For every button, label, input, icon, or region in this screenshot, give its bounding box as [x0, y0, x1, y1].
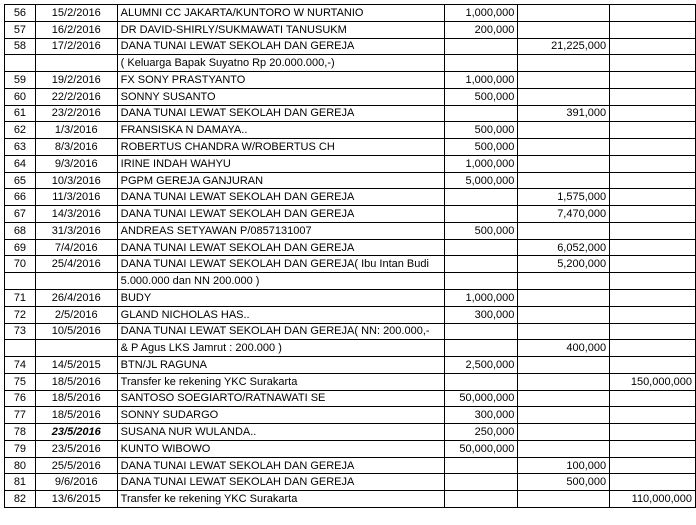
row-amount-donation: 200,000 [444, 21, 518, 38]
row-amount-donation [444, 373, 518, 390]
row-description: ( Keluarga Bapak Suyatno Rp 20.000.000,-) [117, 55, 444, 72]
row-date: 15/2/2016 [35, 5, 117, 22]
row-description: DANA TUNAI LEWAT SEKOLAH DAN GEREJA [117, 206, 444, 223]
row-amount-donation [444, 323, 518, 340]
table-row [5, 273, 696, 290]
row-amount-transfer [610, 189, 696, 206]
row-amount-transfer [610, 21, 696, 38]
row-amount-donation [444, 55, 518, 72]
row-description: DANA TUNAI LEWAT SEKOLAH DAN GEREJA( Ibu Intan Budi [117, 256, 444, 273]
row-amount-donation: 2,500,000 [444, 357, 518, 374]
row-number [5, 55, 36, 72]
table-row [5, 491, 696, 508]
row-description: ANDREAS SETYAWAN P/0857131007 [117, 222, 444, 239]
table-row [5, 189, 696, 206]
table-row [5, 290, 696, 307]
row-amount-donation: 500,000 [444, 222, 518, 239]
row-description: SONNY SUSANTO [117, 88, 444, 105]
row-amount-cash [518, 72, 610, 89]
row-amount-transfer: 110,000,000 [610, 491, 696, 508]
row-amount-cash [518, 273, 610, 290]
row-number: 76 [5, 390, 36, 407]
row-number: 67 [5, 206, 36, 223]
row-date: 22/2/2016 [35, 88, 117, 105]
row-amount-transfer [610, 55, 696, 72]
row-amount-cash: 500,000 [518, 474, 610, 491]
row-amount-donation: 500,000 [444, 139, 518, 156]
row-date: 25/4/2016 [35, 256, 117, 273]
row-date: 7/4/2016 [35, 239, 117, 256]
row-date: 23/5/2016 [35, 424, 117, 441]
row-date: 18/5/2016 [35, 390, 117, 407]
row-description: SONNY SUDARGO [117, 407, 444, 424]
row-description: DANA TUNAI LEWAT SEKOLAH DAN GEREJA [117, 105, 444, 122]
row-number: 66 [5, 189, 36, 206]
row-date: 26/4/2016 [35, 290, 117, 307]
row-amount-donation [444, 189, 518, 206]
row-amount-donation [444, 256, 518, 273]
table-row [5, 55, 696, 72]
row-amount-cash [518, 357, 610, 374]
row-amount-cash [518, 440, 610, 457]
row-amount-cash: 391,000 [518, 105, 610, 122]
row-number: 68 [5, 222, 36, 239]
table-row [5, 407, 696, 424]
row-amount-donation: 250,000 [444, 424, 518, 441]
row-amount-donation [444, 273, 518, 290]
row-date: 9/3/2016 [35, 155, 117, 172]
row-amount-cash [518, 424, 610, 441]
row-amount-donation: 300,000 [444, 407, 518, 424]
row-amount-cash: 6,052,000 [518, 239, 610, 256]
row-amount-cash: 21,225,000 [518, 38, 610, 55]
table-row [5, 105, 696, 122]
row-date: 18/5/2016 [35, 407, 117, 424]
row-date: 8/3/2016 [35, 139, 117, 156]
row-date: 19/2/2016 [35, 72, 117, 89]
table-row [5, 172, 696, 189]
row-number: 74 [5, 357, 36, 374]
row-amount-cash [518, 407, 610, 424]
row-amount-transfer [610, 323, 696, 340]
row-amount-donation: 500,000 [444, 88, 518, 105]
row-date: 23/5/2016 [35, 440, 117, 457]
row-number: 71 [5, 290, 36, 307]
row-description: BTN/JL RAGUNA [117, 357, 444, 374]
row-amount-cash: 1,575,000 [518, 189, 610, 206]
row-description: FRANSISKA N DAMAYA.. [117, 122, 444, 139]
row-amount-donation: 1,000,000 [444, 290, 518, 307]
row-amount-cash [518, 290, 610, 307]
row-amount-transfer [610, 139, 696, 156]
row-amount-transfer [610, 206, 696, 223]
row-amount-donation [444, 206, 518, 223]
row-amount-transfer [610, 457, 696, 474]
row-number: 65 [5, 172, 36, 189]
row-amount-cash: 100,000 [518, 457, 610, 474]
row-amount-transfer [610, 172, 696, 189]
row-description: DANA TUNAI LEWAT SEKOLAH DAN GEREJA [117, 457, 444, 474]
row-amount-transfer [610, 72, 696, 89]
table-row [5, 206, 696, 223]
row-amount-cash [518, 5, 610, 22]
row-amount-donation: 300,000 [444, 306, 518, 323]
table-row [5, 239, 696, 256]
table-row [5, 340, 696, 357]
row-amount-transfer [610, 222, 696, 239]
row-date: 11/3/2016 [35, 189, 117, 206]
row-date: 18/5/2016 [35, 373, 117, 390]
row-number: 58 [5, 38, 36, 55]
row-number: 72 [5, 306, 36, 323]
row-number: 80 [5, 457, 36, 474]
row-description: ALUMNI CC JAKARTA/KUNTORO W NURTANIO [117, 5, 444, 22]
table-row [5, 424, 696, 441]
row-description: Transfer ke rekening YKC Surakarta [117, 491, 444, 508]
table-row [5, 122, 696, 139]
row-amount-donation: 1,000,000 [444, 5, 518, 22]
row-description: DANA TUNAI LEWAT SEKOLAH DAN GEREJA [117, 38, 444, 55]
row-amount-cash [518, 390, 610, 407]
row-amount-transfer [610, 105, 696, 122]
row-amount-cash: 400,000 [518, 340, 610, 357]
row-date [35, 55, 117, 72]
row-amount-transfer [610, 290, 696, 307]
table-row [5, 457, 696, 474]
row-number: 70 [5, 256, 36, 273]
row-amount-donation [444, 491, 518, 508]
row-amount-transfer [610, 273, 696, 290]
table-row [5, 155, 696, 172]
row-amount-donation [444, 340, 518, 357]
table-row [5, 38, 696, 55]
row-date: 14/5/2015 [35, 357, 117, 374]
row-description: 5.000.000 dan NN 200.000 ) [117, 273, 444, 290]
ledger-table [4, 4, 696, 508]
row-amount-donation: 5,000,000 [444, 172, 518, 189]
row-number: 81 [5, 474, 36, 491]
row-description: & P Agus LKS Jamrut : 200.000 ) [117, 340, 444, 357]
table-row [5, 5, 696, 22]
row-number: 79 [5, 440, 36, 457]
row-amount-transfer [610, 340, 696, 357]
table-row [5, 21, 696, 38]
row-amount-transfer [610, 5, 696, 22]
row-amount-transfer [610, 407, 696, 424]
row-amount-cash [518, 122, 610, 139]
row-number: 63 [5, 139, 36, 156]
row-amount-cash [518, 88, 610, 105]
row-amount-cash [518, 172, 610, 189]
row-description: SANTOSO SOEGIARTO/RATNAWATI SE [117, 390, 444, 407]
table-row [5, 222, 696, 239]
row-amount-donation: 50,000,000 [444, 390, 518, 407]
row-amount-donation [444, 457, 518, 474]
row-description: IRINE INDAH WAHYU [117, 155, 444, 172]
row-amount-cash: 7,470,000 [518, 206, 610, 223]
row-amount-cash [518, 21, 610, 38]
row-amount-transfer [610, 256, 696, 273]
row-date: 31/3/2016 [35, 222, 117, 239]
row-date: 10/3/2016 [35, 172, 117, 189]
row-number: 69 [5, 239, 36, 256]
row-amount-transfer: 150,000,000 [610, 373, 696, 390]
row-amount-cash [518, 139, 610, 156]
row-amount-donation: 500,000 [444, 122, 518, 139]
row-number [5, 273, 36, 290]
row-amount-cash [518, 491, 610, 508]
row-amount-transfer [610, 474, 696, 491]
row-number: 82 [5, 491, 36, 508]
row-amount-donation: 1,000,000 [444, 72, 518, 89]
row-amount-transfer [610, 239, 696, 256]
table-row [5, 440, 696, 457]
row-number: 78 [5, 424, 36, 441]
row-description: DANA TUNAI LEWAT SEKOLAH DAN GEREJA( NN: 200.000,- [117, 323, 444, 340]
row-amount-transfer [610, 155, 696, 172]
row-amount-donation [444, 38, 518, 55]
table-row [5, 139, 696, 156]
row-description: KUNTO WIBOWO [117, 440, 444, 457]
row-amount-donation [444, 474, 518, 491]
row-amount-donation: 50,000,000 [444, 440, 518, 457]
row-number: 62 [5, 122, 36, 139]
table-row [5, 373, 696, 390]
row-amount-transfer [610, 357, 696, 374]
row-amount-transfer [610, 88, 696, 105]
row-amount-transfer [610, 440, 696, 457]
table-row [5, 88, 696, 105]
row-amount-cash [518, 323, 610, 340]
row-amount-transfer [610, 122, 696, 139]
row-amount-cash [518, 222, 610, 239]
table-row [5, 306, 696, 323]
row-number: 64 [5, 155, 36, 172]
row-date: 16/2/2016 [35, 21, 117, 38]
row-amount-donation [444, 239, 518, 256]
row-date: 10/5/2016 [35, 323, 117, 340]
row-number: 56 [5, 5, 36, 22]
row-date: 17/2/2016 [35, 38, 117, 55]
row-description: PGPM GEREJA GANJURAN [117, 172, 444, 189]
row-number: 57 [5, 21, 36, 38]
row-amount-donation: 1,000,000 [444, 155, 518, 172]
row-amount-cash: 5,200,000 [518, 256, 610, 273]
row-date: 23/2/2016 [35, 105, 117, 122]
row-date: 25/5/2016 [35, 457, 117, 474]
row-amount-donation [444, 105, 518, 122]
row-description: FX SONY PRASTYANTO [117, 72, 444, 89]
row-date: 13/6/2015 [35, 491, 117, 508]
table-row [5, 323, 696, 340]
row-number: 61 [5, 105, 36, 122]
row-number: 77 [5, 407, 36, 424]
row-description: DANA TUNAI LEWAT SEKOLAH DAN GEREJA [117, 239, 444, 256]
row-number: 75 [5, 373, 36, 390]
table-row [5, 357, 696, 374]
row-number [5, 340, 36, 357]
row-amount-cash [518, 306, 610, 323]
row-description: GLAND NICHOLAS HAS.. [117, 306, 444, 323]
table-row [5, 72, 696, 89]
row-date: 2/5/2016 [35, 306, 117, 323]
row-number: 73 [5, 323, 36, 340]
table-row [5, 474, 696, 491]
row-date [35, 340, 117, 357]
row-amount-cash [518, 55, 610, 72]
row-number: 60 [5, 88, 36, 105]
row-date: 9/6/2016 [35, 474, 117, 491]
row-description: Transfer ke rekening YKC Surakarta [117, 373, 444, 390]
row-description: DANA TUNAI LEWAT SEKOLAH DAN GEREJA [117, 189, 444, 206]
row-amount-transfer [610, 38, 696, 55]
row-date [35, 273, 117, 290]
row-amount-cash [518, 373, 610, 390]
row-amount-transfer [610, 306, 696, 323]
table-row [5, 390, 696, 407]
ledger-body [5, 5, 696, 508]
row-description: DANA TUNAI LEWAT SEKOLAH DAN GEREJA [117, 474, 444, 491]
row-amount-transfer [610, 424, 696, 441]
row-amount-cash [518, 155, 610, 172]
row-description: DR DAVID-SHIRLY/SUKMAWATI TANUSUKM [117, 21, 444, 38]
row-amount-transfer [610, 390, 696, 407]
row-description: SUSANA NUR WULANDA.. [117, 424, 444, 441]
row-description: ROBERTUS CHANDRA W/ROBERTUS CH [117, 139, 444, 156]
table-row [5, 256, 696, 273]
row-date: 14/3/2016 [35, 206, 117, 223]
row-description: BUDY [117, 290, 444, 307]
row-date: 1/3/2016 [35, 122, 117, 139]
row-number: 59 [5, 72, 36, 89]
